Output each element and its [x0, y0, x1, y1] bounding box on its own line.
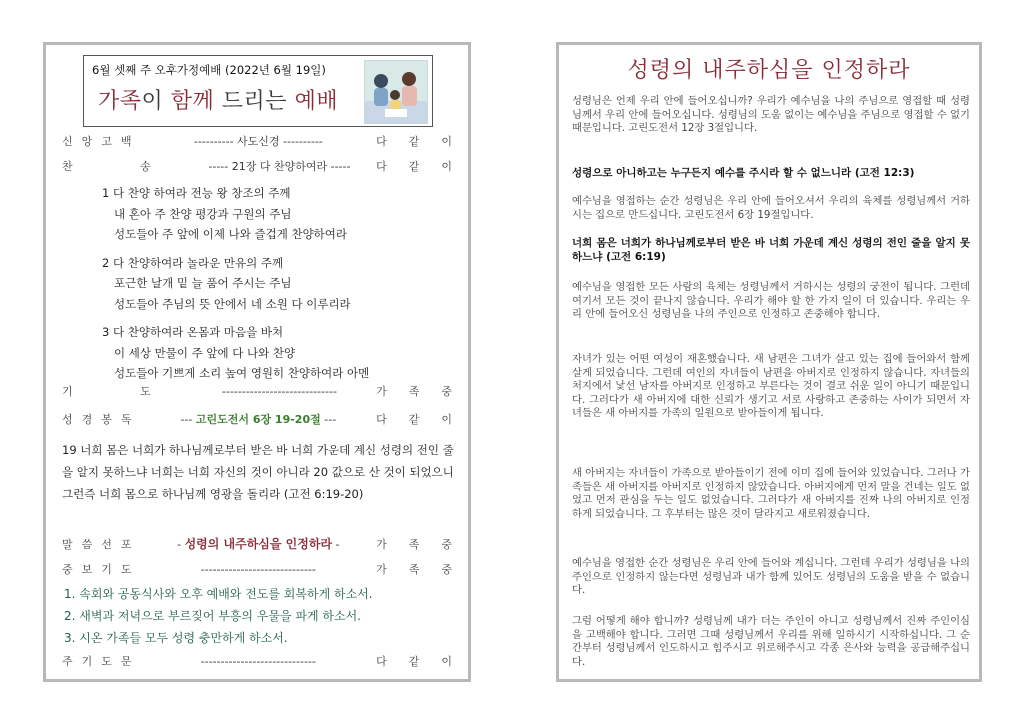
bulletin-title: 가족이 함께 드리는 예배: [98, 89, 339, 114]
order-row-lords-prayer: 주기도문 ----------------------------- 다같이: [62, 654, 474, 668]
order-row-reading: 성경봉독 --- 고린도전서 6장 19-20절 --- 다같이: [62, 413, 474, 426]
sermon-title: 성령의 내주하심을 인정하라: [184, 537, 333, 551]
sermon-paragraph: 자녀가 있는 어떤 여성이 재혼했습니다. 새 남편은 그녀가 살고 있는 집에 들어와서 함께 살게 되었습니다. 그런데 여인의 자녀들이 남편을 아버지로 인정하지 않습니다. 자녀들의 처지에서 낯선 남자를 아버지로 인정하고 부른다는 것이 결코 쉬운 일이 아니기 때문입니다. 그러다가 새 아버지에 대한 신뢰가 생기고 서로 사랑하고 존중하는 사이가 되면서 자녀들은 새 아버지를 가족의 일원으로 받아들이게 됩니다.: [572, 353, 970, 420]
prayer-item: 2. 새벽과 저녁으로 부르짖어 부흥의 우물을 파게 하소서.: [64, 609, 361, 623]
order-row-intercession: 중보기도 ----------------------------- 가족중: [62, 562, 474, 576]
scripture-reference: 고린도전서 6장 19-20절: [195, 413, 321, 426]
sermon-paragraph: 예수님을 영접하는 순간 성령님은 우리 안에 들어오셔서 우리의 육체를 성령님께서 거하시는 집으로 만드십니다. 고린도전서 6장 19절입니다.: [572, 195, 970, 221]
sermon-paragraph: 그럼 어떻게 해야 합니까? 성령님께 내가 더는 주인이 아니고 성령님께서 진짜 주인이심을 고백해야 합니다. 그러면 그때 성령님께서 우리를 위해 일하시기 시작하십니다. 그 순간부터 성령님께서 인도하시고 힘주시고 위로해주시고 각종 은사와 능력을 공급해주십니다.: [572, 615, 970, 668]
sermon-heading: 성령의 내주하심을 인정하라: [627, 58, 911, 83]
header-date: 6월 셋째 주 오후가정예배 (2022년 6월 19일): [92, 63, 326, 77]
sermon-quote: 너희 몸은 너희가 하나님께로부터 받은 바 너희 가운데 계신 성령의 전인 줄을 알지 못하느냐 (고전 6:19): [572, 237, 970, 263]
scripture-text: 19 너희 몸은 너희가 하나님께로부터 받은 바 너희 가운데 계신 성령의 전인 줄을 알지 못하느냐 너희는 너희 자신의 것이 아니라 20 값으로 산 것이 되었으니 그런즉 너희 몸으로 하나님께 영광을 돌리라 (고전 6:19-20): [62, 443, 454, 501]
prayer-item: 1. 속회와 공동식사와 오후 예배와 전도를 회복하게 하소서.: [64, 587, 373, 601]
prayer-item: 3. 시온 가족들 모두 성령 충만하게 하소서.: [64, 631, 288, 645]
sermon-paragraph: 예수님을 영접한 순간 성령님은 우리 안에 들어와 계십니다. 그런데 우리가 성령님을 나의 주인으로 인정하지 않는다면 성령님과 내가 함께 있어도 성령님의 도움을 받을 수 없습니다.: [572, 557, 970, 597]
bulletin-left-page: [43, 42, 474, 682]
hymn-lyrics: 1 다 찬양 하여라 전능 왕 창조의 주께 내 혼아 주 찬양 평강과 구원의 주님 성도들아 주 앞에 이제 나와 즐겁게 찬양하여라 2 다 찬양하여라 놀라운 만유의 주께 포근한 날개 밑 늘 품어 주시는 주님 성도들아 주님의 뜻 안에서 네 소원 다 이루리라 3 다 찬양하여라 온몸과 마음을 바쳐 이 세상 만물이 주 앞에 다 나와 찬양 성도들아 기쁘게 소리 높여 영원히 찬양하여라 아멘: [102, 186, 370, 380]
order-row-sermon: 말씀선포 - 성령의 내주하심을 인정하라 - 가족중: [62, 537, 474, 551]
order-row-prayer: 기 도 ----------------------------- 가족중: [62, 384, 474, 398]
family-illustration-icon: [364, 60, 428, 124]
prayer-list: [64, 583, 373, 649]
order-row-praise: 찬 송 ----- 21장 다 찬양하여라 ----- 다같이: [62, 160, 474, 173]
sermon-paragraph: 예수님을 영접한 모든 사람의 육체는 성령님께서 거하시는 성령의 궁전이 됩니다. 그런데 여기서 모든 것이 끝나지 않습니다. 우리가 해야 할 한 가지 일이 더 있습니다. 우리는 우리 안에 들어오신 성령님을 나의 주인으로 인정하고 존중해야 합니다.: [572, 281, 970, 321]
sermon-paragraph: 성령님은 언제 우리 안에 들어오십니까? 우리가 예수님을 나의 주님으로 영접할 때 성령님께서 우리 안에 들어오십니다. 성령님의 도움 없이는 예수님을 주님으로 영접할 수 없기 때문입니다. 고린도전서 12장 3절입니다.: [572, 95, 970, 135]
order-row-creed: 신앙고백 ---------- 사도신경 ---------- 다같이: [62, 135, 474, 148]
sermon-paragraph: 새 아버지는 자녀들이 가족으로 받아들이기 전에 이미 집에 들어와 있었습니다. 그러나 가족들은 새 아버지를 아버지로 인정하지 않았습니다. 아버지에게 먼저 말을 건네는 일도 없었고 먼저 관심을 두는 일도 없었습니다. 그러다가 새 아버지를 진짜 나의 아버지로 인정하게 되었습니다. 그 후부터는 많은 것이 달라지고 새로워졌습니다.: [572, 467, 970, 520]
sermon-right-page: [556, 42, 982, 682]
sermon-quote: 성령으로 아니하고는 누구든지 예수를 주시라 할 수 없느니라 (고전 12:3): [572, 167, 915, 179]
header-box: [83, 55, 433, 127]
